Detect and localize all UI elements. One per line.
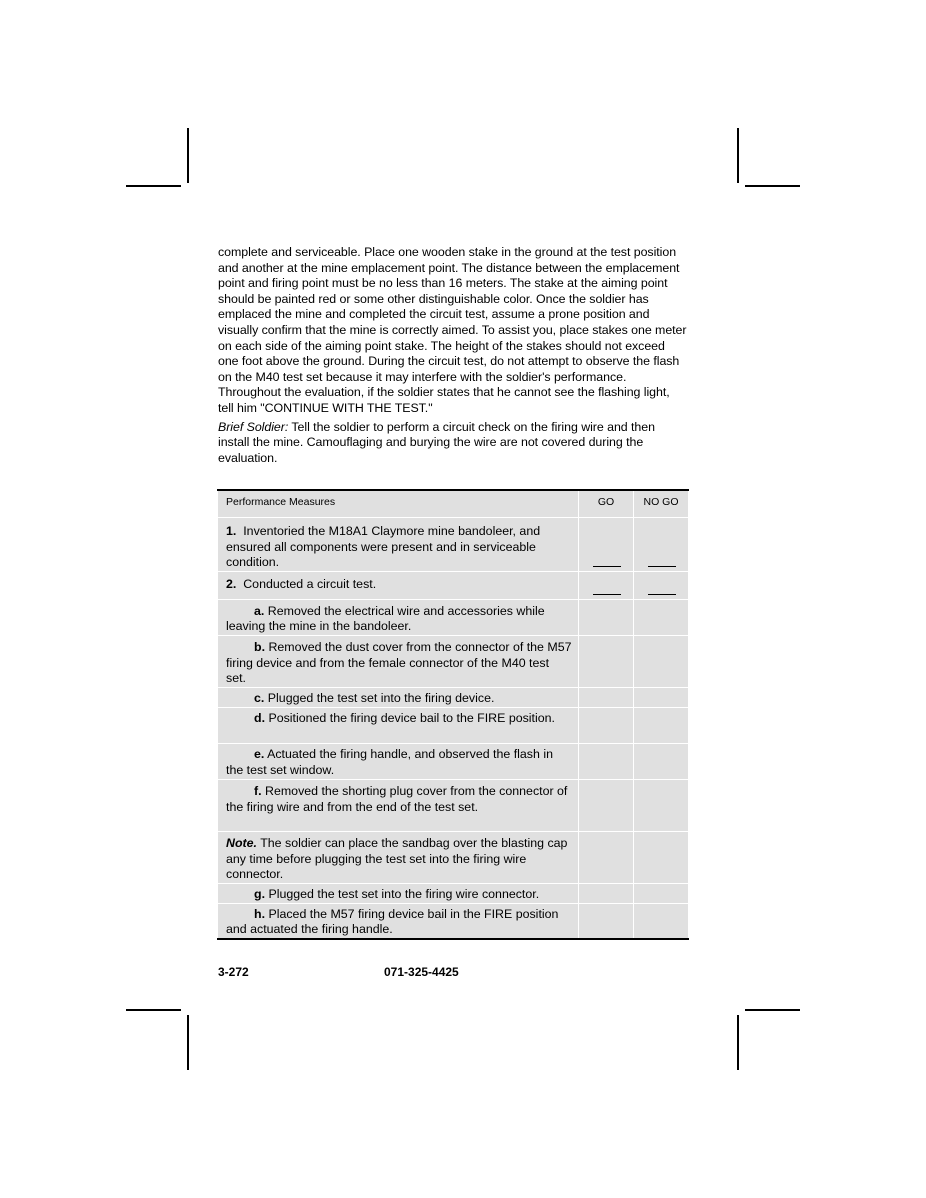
no-go-blank[interactable]	[648, 594, 676, 595]
table-row	[218, 883, 689, 903]
crop-mark-top-left-vertical	[187, 128, 189, 183]
go-cell[interactable]	[579, 743, 634, 779]
measure-cell: f. Removed the shorting plug cover from the connector of the firing wire and from the end of the test set.	[218, 779, 579, 831]
table-row	[218, 571, 689, 599]
no-go-cell[interactable]	[634, 707, 689, 743]
brief-soldier-label: Brief Soldier:	[218, 419, 289, 434]
no-go-cell[interactable]	[634, 743, 689, 779]
crop-mark-bottom-left-horizontal	[126, 1009, 181, 1011]
no-go-cell[interactable]	[634, 687, 689, 707]
table-header-row	[218, 490, 689, 518]
page-number: 3-272	[218, 965, 249, 979]
measure-cell: 1. Inventoried the M18A1 Claymore mine bandoleer, and ensured all components were present and in serviceable condition.	[218, 518, 579, 572]
measure-cell: e. Actuated the firing handle, and observed the flash in the test set window.	[218, 743, 579, 779]
table-row	[218, 518, 689, 572]
header-no-go: NO GO	[634, 490, 689, 518]
measure-cell: b. Removed the dust cover from the connector of the M57 firing device and from the female connector of the M40 test set.	[218, 635, 579, 687]
go-cell[interactable]	[579, 571, 634, 599]
crop-mark-bottom-right-horizontal	[745, 1009, 800, 1011]
brief-soldier-paragraph	[218, 420, 688, 467]
crop-mark-top-right-vertical	[737, 128, 739, 183]
header-performance-measures: Performance Measures	[218, 490, 579, 518]
table-row	[218, 903, 689, 939]
task-number: 071-325-4425	[384, 965, 459, 979]
measure-cell: 2. Conducted a circuit test.	[218, 571, 579, 599]
no-go-cell[interactable]	[634, 518, 689, 572]
go-blank[interactable]	[593, 594, 621, 595]
crop-mark-top-right-horizontal	[745, 185, 800, 187]
go-cell[interactable]	[579, 635, 634, 687]
body-paragraph: complete and serviceable. Place one wooden stake in the ground at the test position and another at the mine emplacement point. The distance between the emplacement point and firing point must be no less than 16 meters. The stake at the aiming point should be painted red or some other distinguishable color. Once the soldier has emplaced the mine and completed the circuit test, assume a prone position and visually confirm that the mine is correctly aimed. To assist you, place stakes one meter on each side of the aiming point stake. The height of the stakes should not exceed one foot above the ground. During the circuit test, do not attempt to observe the flash on the M40 test set because it may interfere with the soldier's performance. Throughout the evaluation, if the soldier states that he cannot see the flashing light, tell him "CONTINUE WITH THE TEST."	[218, 245, 687, 415]
measure-cell: a. Removed the electrical wire and accessories while leaving the mine in the bandoleer.	[218, 599, 579, 635]
brief-soldier-text: Tell the soldier to perform a circuit check on the firing wire and then install the mine. Camouflaging and burying the wire are not covered during the evaluation.	[218, 419, 655, 465]
no-go-cell[interactable]	[634, 635, 689, 687]
table-row	[218, 743, 689, 779]
measure-cell: d. Positioned the firing device bail to the FIRE position.	[218, 707, 579, 743]
table-row	[218, 635, 689, 687]
no-go-cell[interactable]	[634, 883, 689, 903]
go-blank[interactable]	[593, 566, 621, 567]
go-cell[interactable]	[579, 779, 634, 831]
table-row	[218, 831, 689, 883]
crop-mark-bottom-right-vertical	[737, 1015, 739, 1070]
no-go-cell[interactable]	[634, 903, 689, 939]
page-body	[218, 245, 688, 466]
go-cell[interactable]	[579, 903, 634, 939]
go-cell[interactable]	[579, 707, 634, 743]
note-cell	[218, 831, 579, 883]
header-go: GO	[579, 490, 634, 518]
crop-mark-top-left-horizontal	[126, 185, 181, 187]
no-go-cell[interactable]	[634, 779, 689, 831]
go-cell[interactable]	[579, 518, 634, 572]
go-cell[interactable]	[579, 831, 634, 883]
table-row	[218, 779, 689, 831]
measure-cell: h. Placed the M57 firing device bail in the FIRE position and actuated the firing handle.	[218, 903, 579, 939]
performance-measures-table	[217, 489, 689, 940]
note-label: Note.	[226, 835, 257, 850]
note-text: The soldier can place the sandbag over the blasting cap any time before plugging the test set into the firing wire connector.	[226, 835, 568, 882]
go-cell[interactable]	[579, 599, 634, 635]
no-go-cell[interactable]	[634, 831, 689, 883]
measure-cell: g. Plugged the test set into the firing wire connector.	[218, 883, 579, 903]
measure-cell: c. Plugged the test set into the firing device.	[218, 687, 579, 707]
table-row	[218, 687, 689, 707]
go-cell[interactable]	[579, 883, 634, 903]
table-row	[218, 599, 689, 635]
go-cell[interactable]	[579, 687, 634, 707]
no-go-blank[interactable]	[648, 566, 676, 567]
no-go-cell[interactable]	[634, 599, 689, 635]
table-row	[218, 707, 689, 743]
no-go-cell[interactable]	[634, 571, 689, 599]
crop-mark-bottom-left-vertical	[187, 1015, 189, 1070]
